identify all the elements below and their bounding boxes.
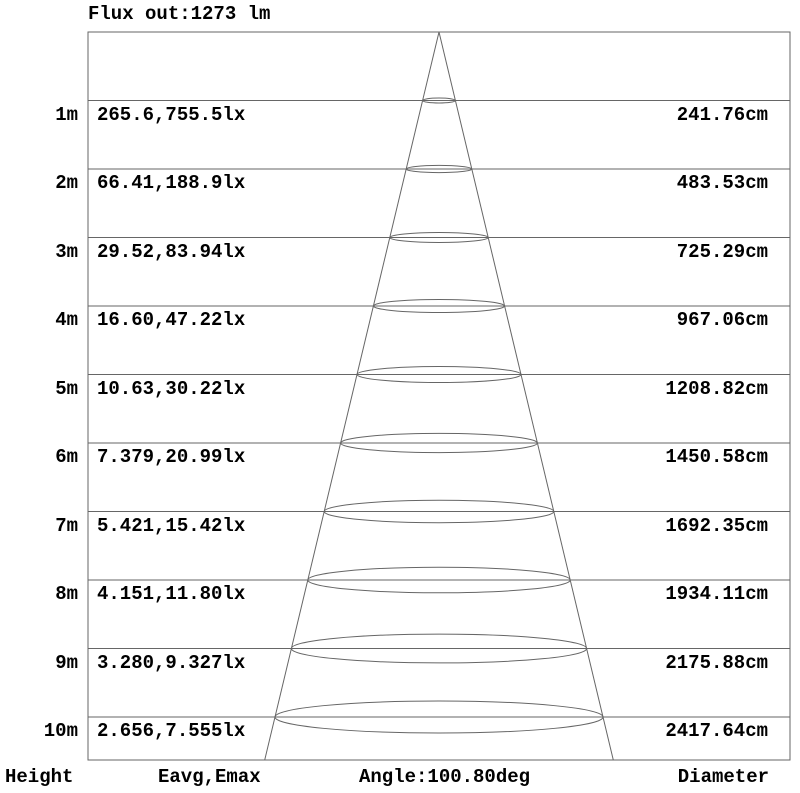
diameter-value: 2417.64cm [665, 720, 768, 742]
footer-height-label: Height [5, 766, 74, 788]
diameter-value: 241.76cm [676, 103, 768, 126]
diameter-value: 725.29cm [676, 240, 768, 263]
height-label: 7m [55, 514, 78, 537]
diameter-value: 1934.11cm [665, 583, 768, 605]
height-label: 3m [55, 240, 78, 263]
cone-left-edge [265, 32, 439, 760]
diameter-value: 1450.58cm [665, 446, 768, 468]
flux-out-title: Flux out:1273 lm [88, 3, 271, 25]
height-label: 1m [55, 103, 78, 126]
diameter-value: 967.06cm [676, 309, 768, 331]
diameter-value: 1692.35cm [665, 514, 768, 537]
footer-beam-angle-label: Angle:100.80deg [359, 766, 531, 788]
footer-diameter-label: Diameter [677, 766, 769, 788]
height-label: 6m [55, 446, 78, 468]
eavg-emax-value: 2.656,7.555lx [97, 720, 246, 742]
eavg-emax-value: 5.421,15.42lx [97, 514, 246, 537]
height-label: 9m [55, 651, 78, 674]
cone-right-edge [439, 32, 613, 760]
diameter-value: 1208.82cm [665, 377, 768, 400]
height-label: 8m [55, 583, 78, 605]
diameter-value: 2175.88cm [665, 651, 768, 674]
eavg-emax-value: 3.280,9.327lx [97, 651, 246, 674]
eavg-emax-value: 4.151,11.80lx [97, 583, 246, 605]
eavg-emax-value: 265.6,755.5lx [97, 103, 246, 126]
eavg-emax-value: 7.379,20.99lx [97, 446, 246, 468]
eavg-emax-value: 29.52,83.94lx [97, 240, 246, 263]
eavg-emax-value: 16.60,47.22lx [97, 309, 246, 331]
diameter-value: 483.53cm [676, 172, 768, 194]
footer-eavg-emax-label: Eavg,Emax [158, 766, 261, 788]
height-label: 10m [43, 720, 78, 742]
height-label: 4m [55, 309, 78, 331]
height-label: 5m [55, 377, 78, 400]
eavg-emax-value: 10.63,30.22lx [97, 377, 246, 400]
eavg-emax-value: 66.41,188.9lx [97, 172, 246, 194]
height-label: 2m [55, 172, 78, 194]
